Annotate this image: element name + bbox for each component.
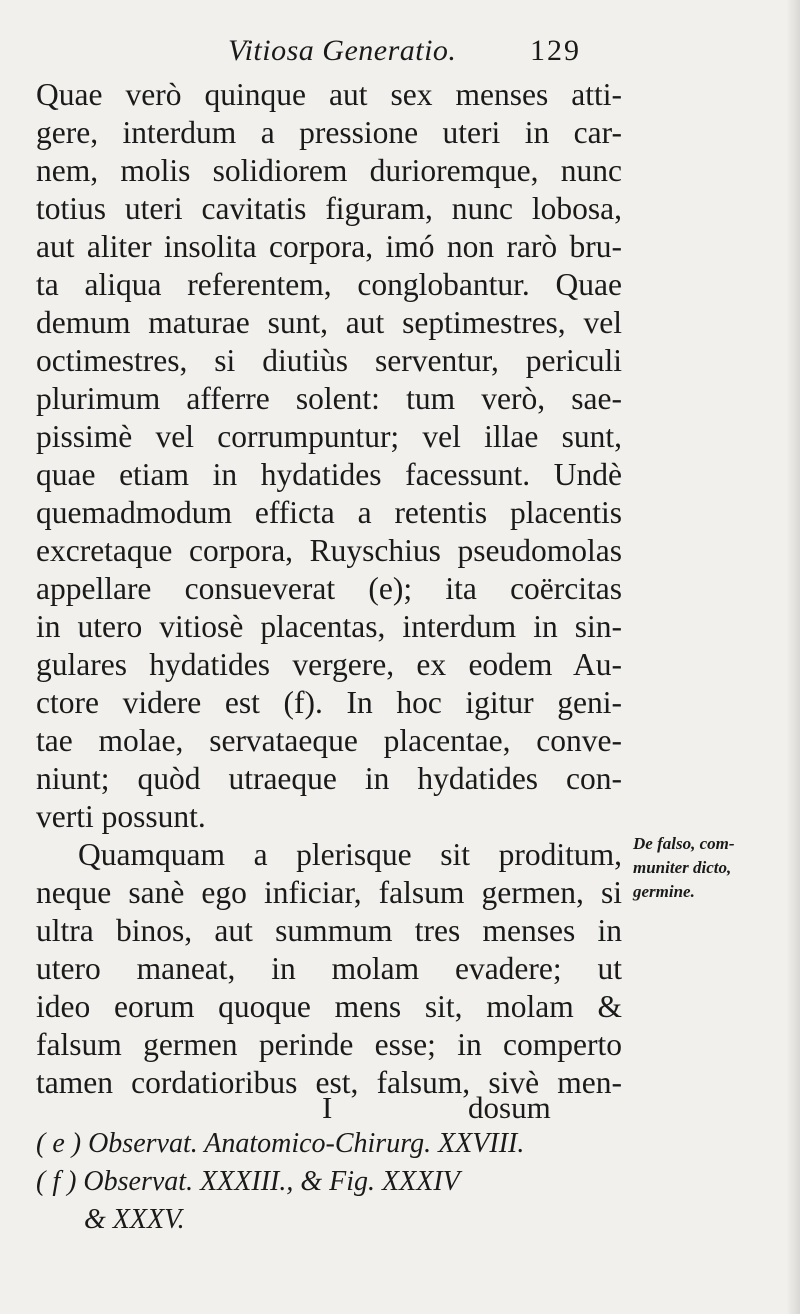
text-line: aut aliter insolita corpora, imó non rarò bru- xyxy=(36,229,622,264)
text-line: Quae verò quinque aut sex menses atti- xyxy=(36,77,622,112)
catchword: dosum xyxy=(468,1090,551,1125)
running-header xyxy=(0,30,800,74)
text-line: totius uteri cavitatis figuram, nunc lobosa, xyxy=(36,191,622,226)
margin-note-line: germine. xyxy=(633,882,695,901)
text-line: verti possunt. xyxy=(36,799,206,834)
signature-mark: I xyxy=(322,1090,333,1125)
footnote: ( e ) Observat. Anatomico-Chirurg. XXVIII. xyxy=(36,1128,525,1159)
margin-note-line: muniter dicto, xyxy=(633,858,732,877)
text-line: falsum germen perinde esse; in comperto xyxy=(36,1027,622,1062)
footnote: & XXXV. xyxy=(84,1204,185,1235)
text-line: demum maturae sunt, aut septimestres, vel xyxy=(36,305,622,340)
text-line: quae etiam in hydatides facessunt. Undè xyxy=(36,457,622,492)
text-line: appellare consueverat (e); ita coërcitas xyxy=(36,571,622,606)
text-line: gere, interdum a pressione uteri in car- xyxy=(36,115,622,150)
text-line: quemadmodum efficta a retentis placentis xyxy=(36,495,622,530)
text-line: tae molae, servataeque placentae, conve- xyxy=(36,723,622,758)
text-line: ultra binos, aut summum tres menses in xyxy=(36,913,622,948)
page-spine-shadow xyxy=(786,0,800,1314)
running-title: Vitiosa Generatio. xyxy=(228,34,457,67)
text-line: excretaque corpora, Ruyschius pseudomolas xyxy=(36,533,622,568)
text-line: utero maneat, in molam evadere; ut xyxy=(36,951,622,986)
margin-note xyxy=(633,832,798,904)
text-line: in utero vitiosè placentas, interdum in sin- xyxy=(36,609,622,644)
text-line: tamen cordatioribus est, falsum, sivè men- xyxy=(36,1065,622,1100)
text-line: ideo eorum quoque mens sit, molam & xyxy=(36,989,622,1024)
text-line: octimestres, si diutiùs serventur, periculi xyxy=(36,343,622,378)
footnote: ( f ) Observat. XXXIII., & Fig. XXXIV xyxy=(36,1166,460,1197)
text-line: neque sanè ego inficiar, falsum germen, si xyxy=(36,875,622,910)
margin-note-line: De falso, com- xyxy=(633,834,735,853)
page-number: 129 xyxy=(530,34,581,67)
text-line: ta aliqua referentem, conglobantur. Quae xyxy=(36,267,622,302)
text-line: niunt; quòd utraeque in hydatides con- xyxy=(36,761,622,796)
text-line: ctore videre est (f). In hoc igitur geni- xyxy=(36,685,622,720)
text-line: pissimè vel corrumpuntur; vel illae sunt, xyxy=(36,419,622,454)
text-line: nem, molis solidiorem durioremque, nunc xyxy=(36,153,622,188)
text-line: gulares hydatides vergere, ex eodem Au- xyxy=(36,647,622,682)
text-line: Quamquam a plerisque sit proditum, xyxy=(78,837,622,872)
text-line: plurimum afferre solent: tum verò, sae- xyxy=(36,381,622,416)
